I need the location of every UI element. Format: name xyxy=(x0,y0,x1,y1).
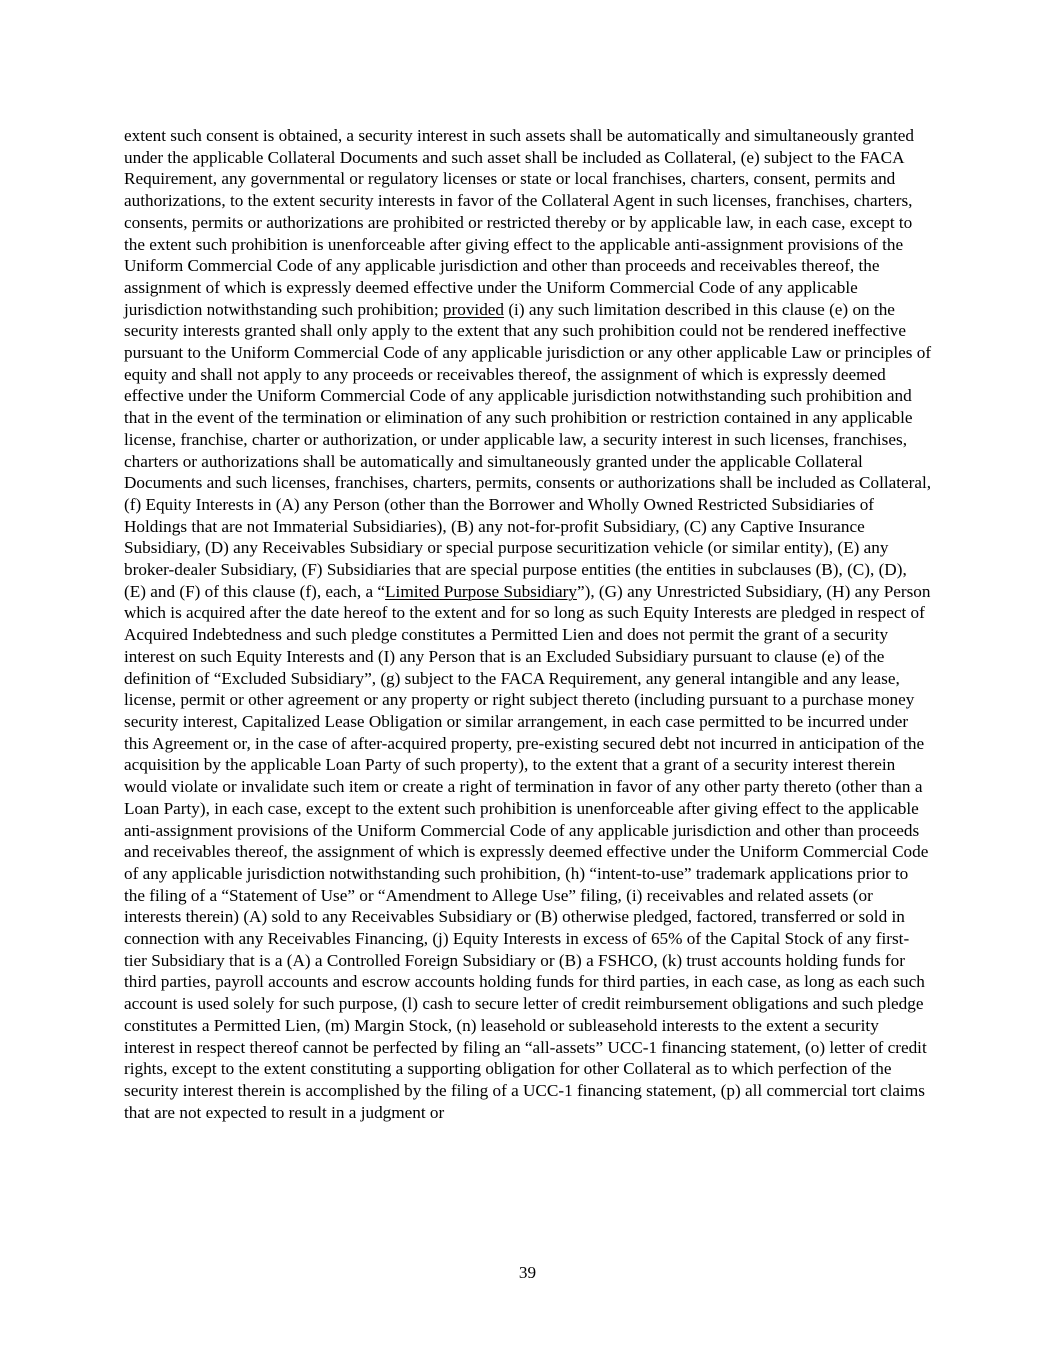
underlined-term-limited-purpose-subsidiary: Limited Purpose Subsidiary xyxy=(385,581,577,601)
page-number: 39 xyxy=(518,1263,537,1282)
paragraph-text-part-3: ”), (G) any Unrestricted Subsidiary, (H) any Person which is acquired after the date hereof to the extent and for so long as such Equity Interests are pledged in respect of Acquired Indebtedness and such pledge constitutes a Permitted Lien and does not permit the grant of a security interest on such Equity Interests and (I) any Person that is an Excluded Subsidiary pursuant to clause (e) of the definition of “Excluded Subsidiary”, (g) subject to the FACA Requirement, any general intangible and any lease, license, permit or other agreement or any property or right subject thereto (including pursuant to a purchase money security interest, Capitalized Lease Obligation or similar arrangement, in each case permitted to be incurred under this Agreement or, in the case of after-acquired property, pre-existing secured debt not incurred in anticipation of the acquisition by the applicable Loan Party of such property), to the extent that a grant of a security interest therein would violate or invalidate such item or create a right of termination in favor of any other party thereto (other than a Loan Party), in each case, except to the extent such prohibition is unenforceable after giving effect to the applicable anti-assignment provisions of the Uniform Commercial Code of any applicable jurisdiction and other than proceeds and receivables thereof, the assignment of which is expressly deemed effective under the Uniform Commercial Code of any applicable jurisdiction notwithstanding such prohibition, (h) “intent-to-use” trademark applications prior to the filing of a “Statement of Use” or “Amendment to Allege Use” filing, (i) receivables and related assets (or interests therein) (A) sold to any Receivables Subsidiary or (B) otherwise pledged, factored, transferred or sold in connection with any Receivables Financing, (j) Equity Interests in excess of 65% of the Capital Stock of any first-tier Subsidiary that is a (A) a Controlled Foreign Subsidiary or (B) a FSHCO, (k) trust accounts holding funds for third parties, payroll accounts and escrow accounts holding funds for third parties, in each case, as long as each such account is used solely for such purpose, (l) cash to secure letter of credit reimbursement obligations and such pledge constitutes a Permitted Lien, (m) Margin Stock, (n) leasehold or subleasehold interests to the extent a security interest in respect thereof cannot be perfected by filing an “all-assets” UCC-1 financing statement, (o) letter of credit rights, except to the extent constituting a supporting obligation for other Collateral as to which perfection of the security interest therein is accomplished by the filing of a UCC-1 financing statement, (p) all commercial tort claims that are not expected to result in a judgment or xyxy=(124,581,931,1122)
body-paragraph xyxy=(124,125,932,1123)
paragraph-text-part-2: (i) any such limitation described in this clause (e) on the security interests granted shall only apply to the extent that any such prohibition could not be rendered ineffective pursuant to the Uniform Commercial Code of any applicable jurisdiction or any other applicable Law or principles of equity and shall not apply to any proceeds or receivables thereof, the assignment of which is expressly deemed effective under the Uniform Commercial Code of any applicable jurisdiction notwithstanding such prohibition and that in the event of the termination or elimination of any such prohibition or restriction contained in any applicable license, franchise, charter or authorization, or under applicable law, a security interest in such licenses, franchises, charters or authorizations shall be automatically and simultaneously granted under the applicable Collateral Documents and such licenses, franchises, charters, permits, consents or authorizations shall be included as Collateral, (f) Equity Interests in (A) any Person (other than the Borrower and Wholly Owned Restricted Subsidiaries of Holdings that are not Immaterial Subsidiaries), (B) any not-for-profit Subsidiary, (C) any Captive Insurance Subsidiary, (D) any Receivables Subsidiary or special purpose securitization vehicle (or similar entity), (E) any broker-dealer Subsidiary, (F) Subsidiaries that are special purpose entities (the entities in subclauses (B), (C), (D), (E) and (F) of this clause (f), each, a “ xyxy=(124,299,932,601)
underlined-term-provided: provided xyxy=(442,299,505,319)
paragraph-text-part-1: extent such consent is obtained, a security interest in such assets shall be automatically and simultaneously granted under the applicable Collateral Documents and such asset shall be included as Collateral, (e) subject to the FACA Requirement, any governmental or regulatory licenses or state or local franchises, charters, consent, permits and authorizations, to the extent security interests in favor of the Collateral Agent in such licenses, franchises, charters, consents, permits or authorizations are prohibited or restricted thereby or by applicable law, in each case, except to the extent such prohibition is unenforceable after giving effect to the applicable anti-assignment provisions of the Uniform Commercial Code of any applicable jurisdiction and other than proceeds and receivables thereof, the assignment of which is expressly deemed effective under the Uniform Commercial Code of any applicable jurisdiction notwithstanding such prohibition; xyxy=(124,126,914,319)
